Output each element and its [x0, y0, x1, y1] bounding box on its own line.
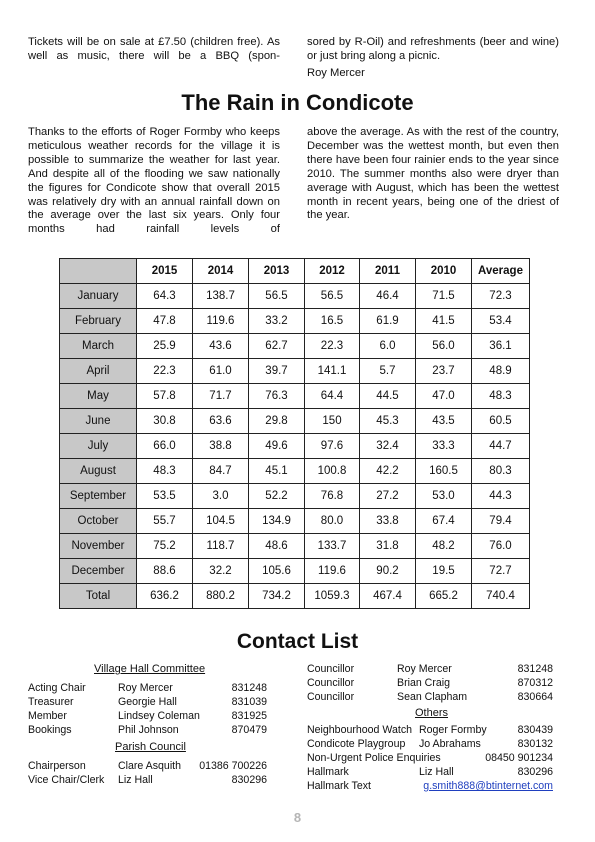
contact-row — [28, 773, 278, 787]
contact-row — [307, 779, 559, 793]
rainfall-cell: 6.0 — [360, 334, 416, 359]
table-row — [60, 409, 530, 434]
contact-row — [307, 676, 559, 690]
contact-role: Member — [28, 710, 67, 722]
rainfall-cell: 25.9 — [137, 334, 193, 359]
rainfall-cell: 44.3 — [472, 484, 530, 509]
contact-row — [28, 723, 278, 737]
rainfall-cell: 71.7 — [193, 384, 249, 409]
contact-role: Condicote Playgroup — [307, 738, 406, 750]
rain-right-text: above the average. As with the rest of the country, December was the wettest month, but even then there have been four rainier ends to the year since 2010. The summer months also were dryer than average with August, which has been the wettest month in recent years, being one of the driest of the year. — [307, 126, 559, 222]
month-cell: November — [60, 534, 137, 559]
rainfall-table — [59, 258, 530, 609]
month-cell: May — [60, 384, 137, 409]
table-row — [60, 584, 530, 609]
table-row — [60, 334, 530, 359]
rainfall-cell: 1059.3 — [305, 584, 360, 609]
rain-article-title: The Rain in Condicote — [181, 90, 414, 115]
rainfall-cell: 56.0 — [416, 334, 472, 359]
rainfall-cell: 48.2 — [416, 534, 472, 559]
rainfall-cell: 88.6 — [137, 559, 193, 584]
rainfall-cell: 48.3 — [472, 384, 530, 409]
rainfall-cell: 55.7 — [137, 509, 193, 534]
contact-phone: 831248 — [517, 663, 553, 675]
rainfall-cell: 62.7 — [249, 334, 305, 359]
rainfall-cell: 880.2 — [193, 584, 249, 609]
rainfall-cell: 119.6 — [305, 559, 360, 584]
column-header: 2013 — [249, 259, 305, 284]
month-cell: February — [60, 309, 137, 334]
rainfall-cell: 71.5 — [416, 284, 472, 309]
contact-list-title: Contact List — [236, 630, 359, 653]
contact-name: Roy Mercer — [397, 663, 452, 675]
rainfall-cell: 160.5 — [416, 459, 472, 484]
rainfall-cell: 22.3 — [137, 359, 193, 384]
contact-name: Phil Johnson — [118, 724, 179, 736]
column-header: 2012 — [305, 259, 360, 284]
contact-role: Hallmark Text — [307, 780, 371, 792]
rainfall-cell: 27.2 — [360, 484, 416, 509]
rainfall-cell: 118.7 — [193, 534, 249, 559]
rainfall-cell: 45.3 — [360, 409, 416, 434]
rainfall-cell: 47.8 — [137, 309, 193, 334]
rainfall-cell: 41.5 — [416, 309, 472, 334]
contact-phone: 830664 — [517, 691, 553, 703]
rainfall-cell: 38.8 — [193, 434, 249, 459]
rainfall-cell: 31.8 — [360, 534, 416, 559]
rainfall-cell: 53.4 — [472, 309, 530, 334]
table-row — [60, 309, 530, 334]
month-cell: April — [60, 359, 137, 384]
rainfall-cell: 64.4 — [305, 384, 360, 409]
table-row — [60, 559, 530, 584]
rainfall-cell: 33.2 — [249, 309, 305, 334]
rainfall-cell: 80.0 — [305, 509, 360, 534]
rainfall-cell: 67.4 — [416, 509, 472, 534]
rainfall-cell: 56.5 — [249, 284, 305, 309]
contact-phone: 830132 — [517, 738, 553, 750]
rain-right-column — [307, 126, 559, 223]
contact-row — [307, 765, 559, 779]
month-cell: December — [60, 559, 137, 584]
month-cell: October — [60, 509, 137, 534]
rainfall-cell: 42.2 — [360, 459, 416, 484]
contact-name: Roy Mercer — [118, 682, 173, 694]
contact-role: Bookings — [28, 724, 72, 736]
rainfall-cell: 76.0 — [472, 534, 530, 559]
contact-phone: 830296 — [517, 766, 553, 778]
rainfall-cell: 33.3 — [416, 434, 472, 459]
contact-role: Acting Chair — [28, 682, 86, 694]
contact-phone: 870312 — [517, 677, 553, 689]
village-hall-list — [28, 681, 278, 737]
contact-name: Lindsey Coleman — [118, 710, 200, 722]
intro-right-column — [307, 36, 559, 81]
contact-email-link[interactable]: g.smith888@btinternet.com — [423, 780, 553, 792]
table-row — [60, 484, 530, 509]
month-cell: September — [60, 484, 137, 509]
contact-phone: 870479 — [231, 724, 267, 736]
rainfall-cell: 48.6 — [249, 534, 305, 559]
table-row — [60, 459, 530, 484]
month-cell: July — [60, 434, 137, 459]
column-header: 2011 — [360, 259, 416, 284]
others-list — [307, 723, 559, 793]
contact-row — [28, 681, 278, 695]
rainfall-cell: 79.4 — [472, 509, 530, 534]
contact-row — [307, 662, 559, 676]
contact-name: Brian Craig — [397, 677, 450, 689]
councillor-list — [307, 662, 559, 704]
rainfall-cell: 49.6 — [249, 434, 305, 459]
table-row — [60, 359, 530, 384]
rainfall-cell: 66.0 — [137, 434, 193, 459]
rainfall-cell: 64.3 — [137, 284, 193, 309]
rainfall-cell: 467.4 — [360, 584, 416, 609]
month-cell: March — [60, 334, 137, 359]
contact-role: Councillor — [307, 691, 355, 703]
rainfall-cell: 44.7 — [472, 434, 530, 459]
page-number: 8 — [293, 810, 302, 825]
contact-name: Roger Formby — [419, 724, 487, 736]
contact-role: Councillor — [307, 663, 355, 675]
rainfall-cell: 72.7 — [472, 559, 530, 584]
article-author: Roy Mercer — [307, 66, 365, 79]
contact-phone: 831248 — [231, 682, 267, 694]
rainfall-cell: 57.8 — [137, 384, 193, 409]
rainfall-cell: 75.2 — [137, 534, 193, 559]
intro-right-text: sored by R-Oil) and refreshments (beer and wine) or just bring along a picnic. — [307, 36, 559, 62]
table-header-row — [60, 259, 530, 284]
rainfall-cell: 29.8 — [249, 409, 305, 434]
rainfall-cell: 32.4 — [360, 434, 416, 459]
rainfall-cell: 53.0 — [416, 484, 472, 509]
rainfall-cell: 150 — [305, 409, 360, 434]
contact-name: Sean Clapham — [397, 691, 468, 703]
rainfall-cell: 56.5 — [305, 284, 360, 309]
parish-council-list — [28, 759, 278, 787]
rainfall-cell: 3.0 — [193, 484, 249, 509]
rainfall-cell: 90.2 — [360, 559, 416, 584]
rainfall-cell: 43.5 — [416, 409, 472, 434]
rainfall-cell: 61.0 — [193, 359, 249, 384]
table-row — [60, 534, 530, 559]
contact-row — [28, 759, 278, 773]
rainfall-cell: 19.5 — [416, 559, 472, 584]
rainfall-cell: 105.6 — [249, 559, 305, 584]
intro-left-column — [28, 36, 280, 64]
table-row — [60, 434, 530, 459]
contact-role: Chairperson — [28, 760, 86, 772]
rainfall-cell: 636.2 — [137, 584, 193, 609]
contact-phone: 830296 — [231, 774, 267, 786]
contact-row — [307, 737, 559, 751]
rainfall-cell: 119.6 — [193, 309, 249, 334]
rainfall-cell: 48.3 — [137, 459, 193, 484]
rainfall-cell: 5.7 — [360, 359, 416, 384]
rainfall-cell: 665.2 — [416, 584, 472, 609]
contact-row — [307, 723, 559, 737]
contact-phone: 831039 — [231, 696, 267, 708]
rainfall-cell: 63.6 — [193, 409, 249, 434]
rainfall-cell: 76.8 — [305, 484, 360, 509]
rain-left-text: Thanks to the efforts of Roger Formby who keeps meticulous weather records for the village it is possible to summarize the weather for last year. And despite all of the flooding we saw nationally the figures for Condicote show that overall 2015 was relatively dry with an annual rainfall down on the average over the last six years. Only four months had rainfall levels of — [28, 126, 280, 236]
contact-role: Treasurer — [28, 696, 74, 708]
rainfall-cell: 23.7 — [416, 359, 472, 384]
parish-council-heading: Parish Council — [115, 741, 186, 753]
contact-row — [307, 690, 559, 704]
rainfall-cell: 138.7 — [193, 284, 249, 309]
others-heading: Others — [415, 707, 449, 719]
rainfall-cell: 22.3 — [305, 334, 360, 359]
month-cell: January — [60, 284, 137, 309]
rainfall-cell: 134.9 — [249, 509, 305, 534]
rain-left-column — [28, 126, 280, 237]
rainfall-cell: 72.3 — [472, 284, 530, 309]
column-header: 2010 — [416, 259, 472, 284]
rainfall-cell: 30.8 — [137, 409, 193, 434]
rainfall-cell: 16.5 — [305, 309, 360, 334]
rainfall-cell: 734.2 — [249, 584, 305, 609]
rainfall-cell: 47.0 — [416, 384, 472, 409]
rainfall-cell: 32.2 — [193, 559, 249, 584]
table-row — [60, 284, 530, 309]
contact-row — [28, 709, 278, 723]
table-row — [60, 509, 530, 534]
rainfall-cell: 36.1 — [472, 334, 530, 359]
rainfall-cell: 46.4 — [360, 284, 416, 309]
contact-name: Clare Asquith — [118, 760, 182, 772]
rainfall-cell: 60.5 — [472, 409, 530, 434]
contact-row — [28, 695, 278, 709]
contact-name: Jo Abrahams — [419, 738, 481, 750]
rainfall-cell: 97.6 — [305, 434, 360, 459]
month-cell: Total — [60, 584, 137, 609]
rainfall-cell: 48.9 — [472, 359, 530, 384]
contact-phone: 08450 901234 — [485, 752, 553, 764]
contact-role: Neighbourhood Watch — [307, 724, 413, 736]
column-header: 2014 — [193, 259, 249, 284]
month-cell: June — [60, 409, 137, 434]
contact-role: Hallmark — [307, 766, 349, 778]
rainfall-cell: 44.5 — [360, 384, 416, 409]
contact-phone: 831925 — [231, 710, 267, 722]
column-header: Average — [472, 259, 530, 284]
contact-phone: 01386 700226 — [199, 760, 267, 772]
rainfall-cell: 61.9 — [360, 309, 416, 334]
contact-name: Georgie Hall — [118, 696, 177, 708]
rainfall-cell: 84.7 — [193, 459, 249, 484]
rainfall-cell: 740.4 — [472, 584, 530, 609]
rainfall-cell: 76.3 — [249, 384, 305, 409]
contact-name: Liz Hall — [419, 766, 454, 778]
rainfall-cell: 141.1 — [305, 359, 360, 384]
village-hall-heading: Village Hall Committee — [94, 663, 206, 675]
contact-name: Liz Hall — [118, 774, 153, 786]
month-cell: August — [60, 459, 137, 484]
rainfall-cell: 80.3 — [472, 459, 530, 484]
rainfall-cell: 133.7 — [305, 534, 360, 559]
rainfall-cell: 104.5 — [193, 509, 249, 534]
rainfall-cell: 43.6 — [193, 334, 249, 359]
contact-phone: 830439 — [517, 724, 553, 736]
column-header: 2015 — [137, 259, 193, 284]
rainfall-cell: 33.8 — [360, 509, 416, 534]
table-corner-cell — [60, 259, 137, 284]
contact-role: Councillor — [307, 677, 355, 689]
contact-row — [307, 751, 559, 765]
rainfall-cell: 45.1 — [249, 459, 305, 484]
rainfall-cell: 52.2 — [249, 484, 305, 509]
intro-left-text: Tickets will be on sale at £7.50 (children free). As well as music, there will be a BBQ (spon- — [28, 36, 280, 62]
contact-role: Non-Urgent Police Enquiries — [307, 752, 441, 764]
rainfall-cell: 100.8 — [305, 459, 360, 484]
table-row — [60, 384, 530, 409]
rainfall-cell: 39.7 — [249, 359, 305, 384]
rainfall-cell: 53.5 — [137, 484, 193, 509]
contact-role: Vice Chair/Clerk — [28, 774, 105, 786]
